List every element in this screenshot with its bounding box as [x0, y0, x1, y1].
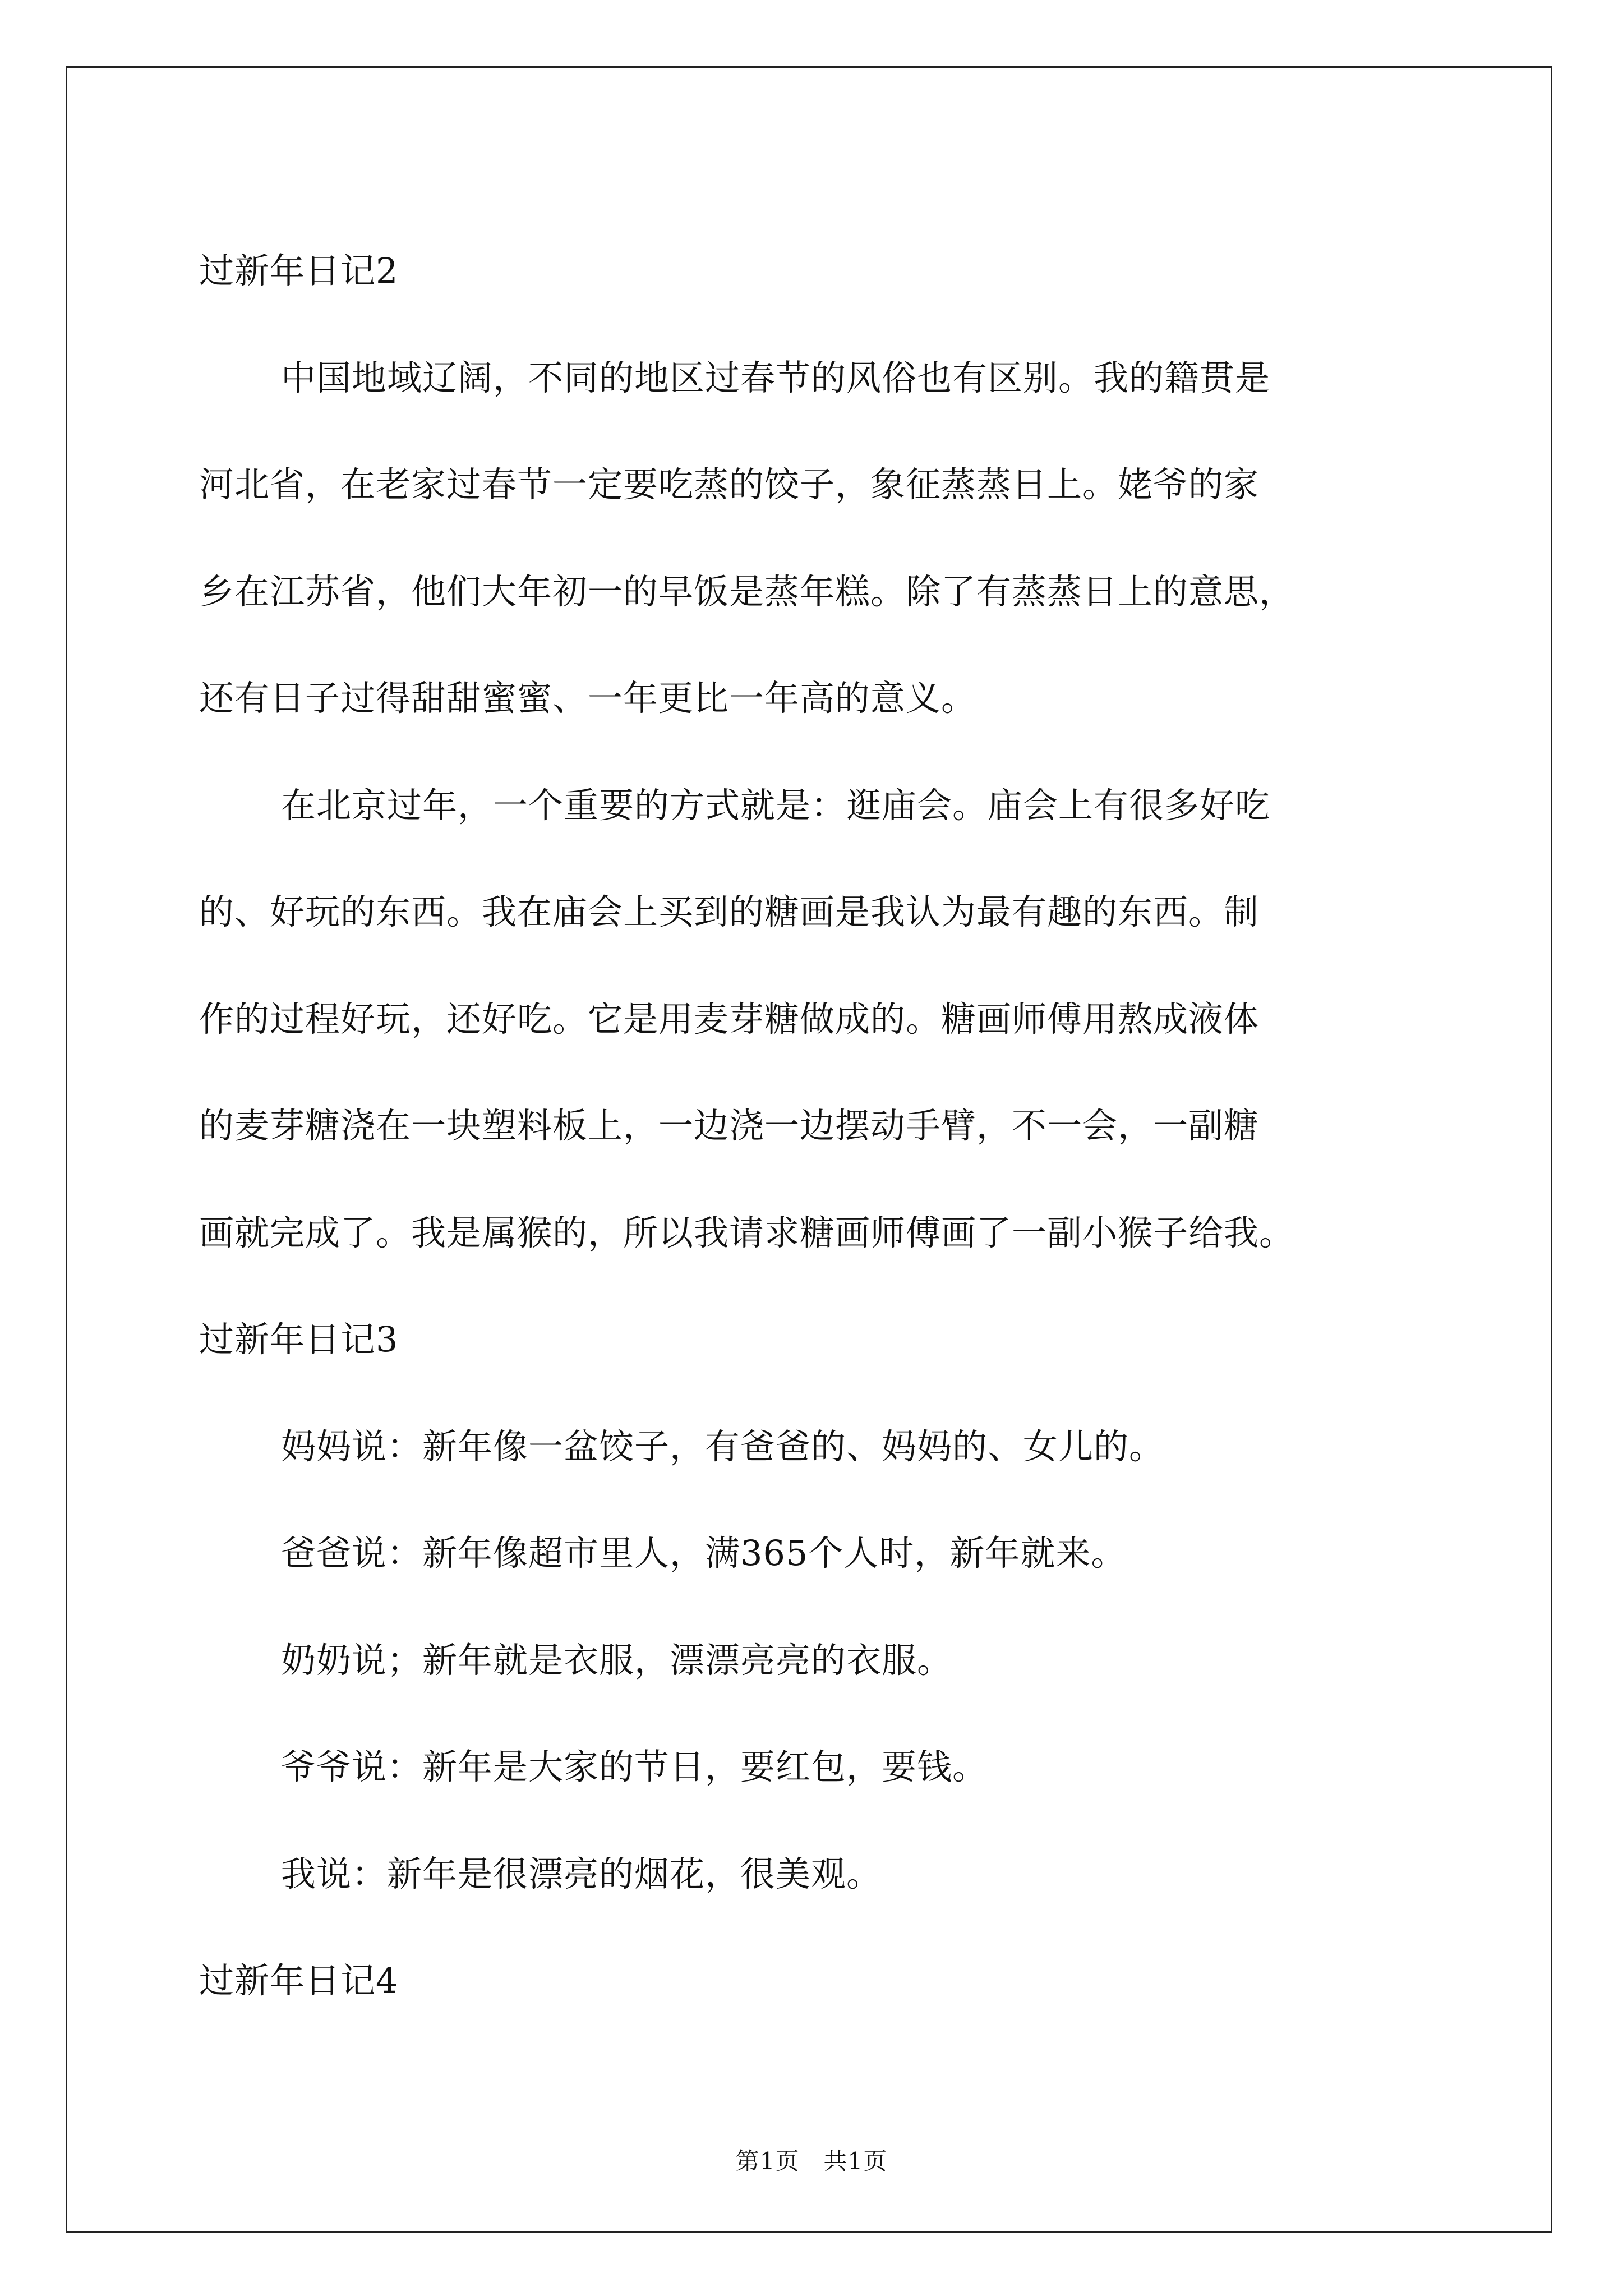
- paragraph-line: 中国地域辽阔，不同的地区过春节的风俗也有区别。我的籍贯是: [281, 357, 1271, 398]
- paragraph-line: 还有日子过得甜甜蜜蜜、一年更比一年高的意义。: [199, 678, 977, 719]
- paragraph-line: 奶奶说；新年就是衣服，漂漂亮亮的衣服。: [281, 1639, 953, 1681]
- paragraph-line: 爷爷说：新年是大家的节日，要红包，要钱。: [281, 1746, 988, 1787]
- paragraph-line: 妈妈说：新年像一盆饺子，有爸爸的、妈妈的、女儿的。: [281, 1425, 1165, 1467]
- document-body: [199, 218, 1433, 2035]
- section-heading: 过新年日记3: [199, 1319, 399, 1360]
- paragraph-line: 画就完成了。我是属猴的，所以我请求糖画师傅画了一副小猴子给我。: [199, 1212, 1295, 1253]
- page-footer: 第1页 共1页: [735, 2147, 888, 2175]
- paragraph-line: 乡在江苏省，他们大年初一的早饭是蒸年糕。除了有蒸蒸日上的意思，: [199, 570, 1295, 612]
- paragraph-line: 我说：新年是很漂亮的烟花，很美观。: [281, 1853, 882, 1894]
- paragraph-line: 作的过程好玩，还好吃。它是用麦芽糖做成的。糖画师傅用熬成液体: [199, 998, 1260, 1039]
- paragraph-line: 的、好玩的东西。我在庙会上买到的糖画是我认为最有趣的东西。制: [199, 891, 1260, 932]
- paragraph-line: 河北省，在老家过春节一定要吃蒸的饺子，象征蒸蒸日上。姥爷的家: [199, 464, 1260, 505]
- paragraph-line: 爸爸说：新年像超市里人，满365个人时，新年就来。: [281, 1533, 1127, 1573]
- section-heading: 过新年日记4: [199, 1960, 399, 2001]
- paragraph-line: 的麦芽糖浇在一块塑料板上，一边浇一边摆动手臂，不一会，一副糖: [199, 1105, 1260, 1146]
- paragraph-line: 在北京过年，一个重要的方式就是：逛庙会。庙会上有很多好吃: [281, 784, 1271, 826]
- section-heading: 过新年日记2: [199, 250, 399, 291]
